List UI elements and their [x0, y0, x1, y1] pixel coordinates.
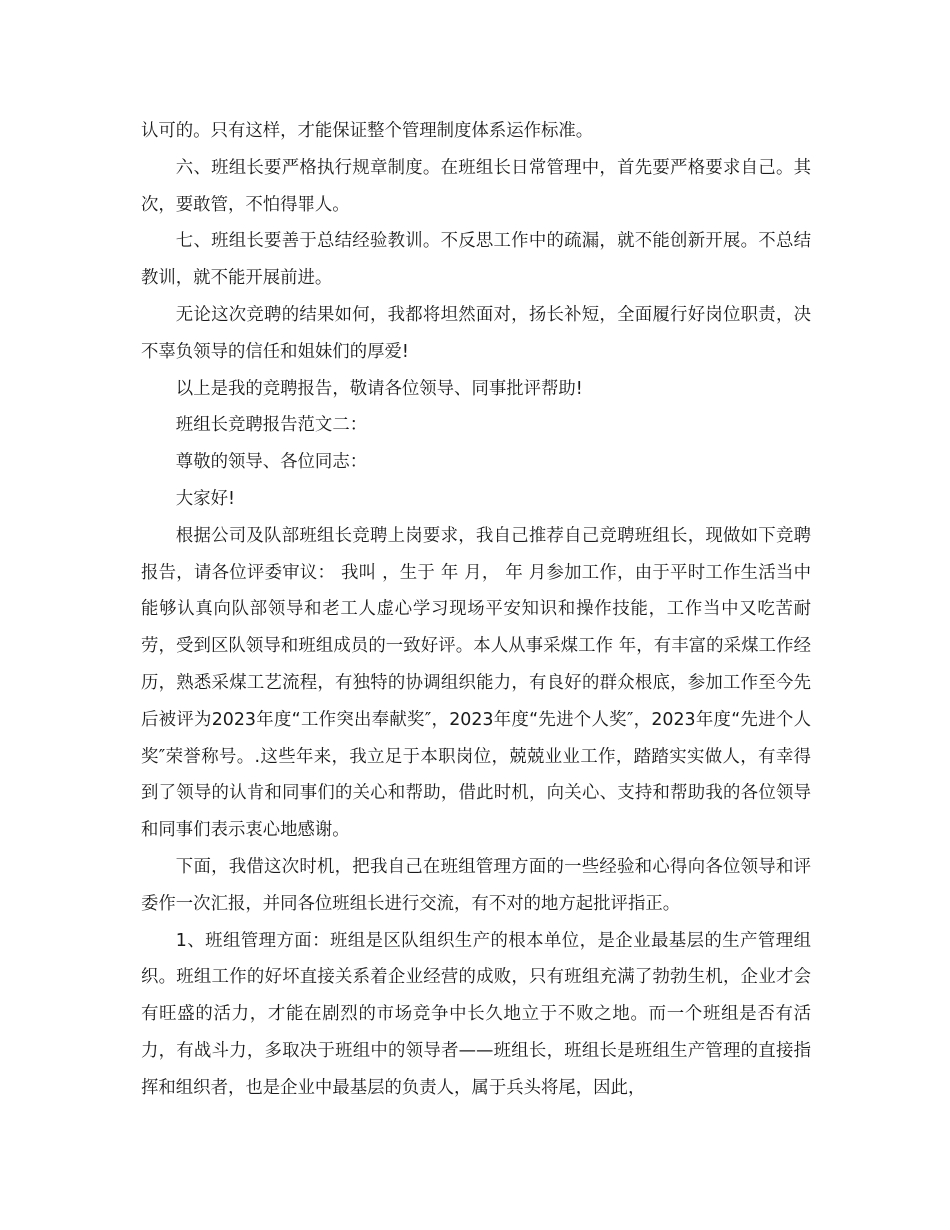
paragraph-closing-request: 以上是我的竞聘报告，敬请各位领导、同事批评帮助! [175, 378, 583, 399]
paragraph-team-management: 1、班组管理方面：班组是区队组织生产的根本单位，是企业最基层的生产管理组织。班组工作的好坏直接关系着企业经营的成败，只有班组充满了勃勃生机，企业才会有旺盛的活力，才能在剧烈的市场竞争中长久地立于不败之地。而一个班组是否有活力，有战斗力，多取决于班组中的领导者——班组长，班组长是班组生产管理的直接指挥和组织者，也是企业中最基层的负责人，属于兵头将尾，因此， [141, 930, 811, 1098]
paragraph-closing-statement: 无论这次竞聘的结果如何，我都将坦然面对，扬长补短，全面履行好岗位职责，决不辜负领导的信任和姐妹们的厚爱! [141, 304, 811, 362]
salutation: 尊敬的领导、各位同志： [175, 452, 368, 473]
document-body [141, 113, 811, 1107]
paragraph-introduction: 根据公司及队部班组长竞聘上岗要求，我自己推荐自己竞聘班组长，现做如下竞聘报告，请各位评委审议： 我叫 ，生于 年 月， 年 月参加工作，由于平时工作生活当中能够认真向队部领导和老工人虚心学习现场平安知识和操作技能，工作当中又吃苦耐劳，受到区队领导和班组成员的一致好评。本人从事采煤工作 年，有丰富的采煤工作经历，熟悉采煤工艺流程，有独特的协调组织能力，有良好的群众根底，参加工作至今先后被评为2023年度“工作突出奉献奖″，2023年度“先进个人奖″，2023年度“先进个人奖″荣誉称号。.这些年来，我立足于本职岗位，兢兢业业工作，踏踏实实做人，有幸得到了领导的认肯和同事们的关心和帮助，借此时机，向关心、支持和帮助我的各位领导和同事们表示衷心地感谢。 [141, 525, 811, 841]
paragraph-rule-seven: 七、班组长要善于总结经验教训。不反思工作中的疏漏，就不能创新开展。不总结教训，就不能开展前进。 [141, 231, 811, 289]
paragraph-continuation: 认可的。只有这样，才能保证整个管理制度体系运作标准。 [141, 121, 594, 141]
greeting: 大家好! [175, 488, 235, 509]
section-heading-sample-two: 班组长竞聘报告范文二： [175, 415, 368, 436]
paragraph-transition: 下面，我借这次时机，把我自己在班组管理方面的一些经验和心得向各位领导和评委作一次汇报，并同各位班组长进行交流，有不对的地方起批评指正。 [141, 856, 811, 914]
paragraph-rule-six: 六、班组长要严格执行规章制度。在班组长日常管理中，首先要严格要求自己。其次，要敢管，不怕得罪人。 [141, 157, 811, 215]
